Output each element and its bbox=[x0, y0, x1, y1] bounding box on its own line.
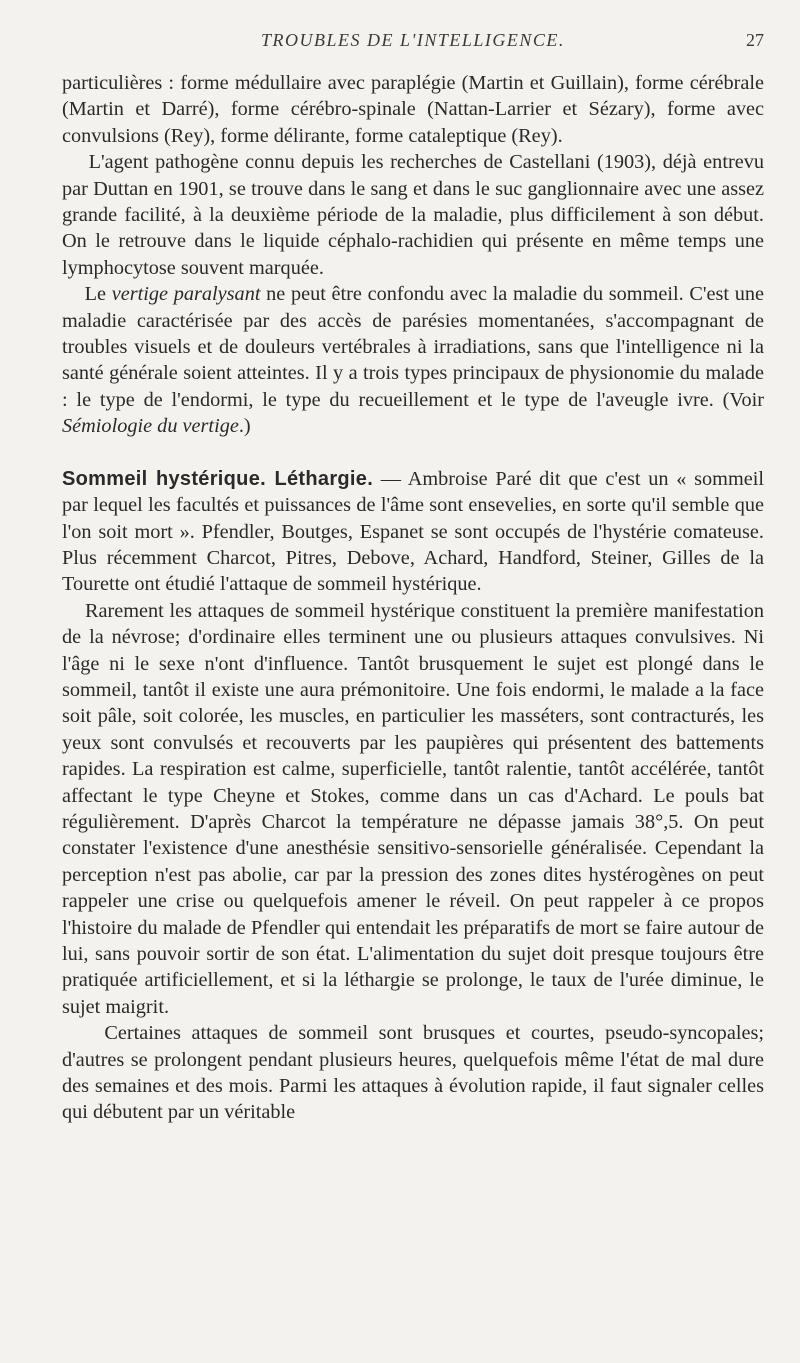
paragraph-text: particulières : forme médullaire avec paraplégie (Martin et Guillain), forme cérébrale (Martin et Darré), forme cérébro-spinale (Nattan-Larrier et Sézary), forme avec convulsions (Rey), forme délirante, forme cataleptique (Rey). bbox=[62, 72, 764, 147]
paragraph-certaines bbox=[62, 1020, 764, 1126]
paragraph-text: — Ambroise Paré dit que c'est un « sommeil par lequel les facultés et puissances de l'âme sont ensevelies, en sorte qu'il semble que l'on soit mort ». Pfendler, Boutges, Espanet se sont occupés de l'hystérie comateuse. Plus récemment Charcot, Pitres, Debove, Achard, Handford, Steiner, Gilles de la Tourette ont étudié l'attaque de sommeil hystérique. bbox=[62, 467, 764, 596]
paragraph-text: Certaines attaques de sommeil sont brusques et courtes, pseudo-syncopales; d'autres se prolongent pendant plusieurs heures, quelquefois même l'état de mal dure des semaines et des mois. Parmi les attaques à évolution rapide, il faut signaler celles qui débutent par un véritable bbox=[62, 1022, 764, 1124]
paragraph-sommeil-hysterique bbox=[62, 466, 764, 598]
running-title: TROUBLES DE L'INTELLIGENCE. bbox=[261, 30, 565, 50]
body-text bbox=[62, 70, 764, 1126]
paragraph-pathogen bbox=[62, 149, 764, 281]
paragraph-text-mid: ne peut être confondu avec la maladie du sommeil. C'est une maladie caractérisée par des accès de parésies momentanées, s'accompagnant de troubles visuels et de douleurs vertébrales à irradiations, sans que l'intelligence ni la santé générale soient atteintes. Il y a trois types principaux de physionomie du malade : le type de l'endormi, le type du recueillement et le type de l'aveugle ivre. (Voir bbox=[62, 283, 765, 411]
page-number: 27 bbox=[746, 30, 764, 50]
paragraph-text-start: Le bbox=[84, 283, 112, 306]
paragraph-attaques bbox=[62, 598, 764, 1021]
section-spacer bbox=[62, 440, 764, 466]
running-head bbox=[62, 30, 764, 70]
paragraph-continuation bbox=[62, 70, 764, 149]
paragraph-text-end: .) bbox=[238, 415, 251, 438]
section-heading: Sommeil hystérique. Léthargie. bbox=[62, 467, 374, 490]
paragraph-text: L'agent pathogène connu depuis les recherches de Castellani (1903), déjà entrevu par Duttan en 1901, se trouve dans le sang et dans le suc ganglionnaire avec une assez grande facilité, à la deuxième période de la maladie, plus difficilement à son début. On le retrouve dans le liquide céphalo-rachidien qui présente en même temps une lymphocytose souvent marquée. bbox=[62, 151, 764, 279]
paragraph-text: Rarement les attaques de sommeil hystérique constituent la première manifestation de la névrose; d'ordinaire elles terminent une ou plusieurs attaques convulsives. Ni l'âge ni le sexe n'ont d'influence. Tantôt brusquement le sujet est plongé dans le sommeil, tantôt il existe une aura prémonitoire. Une fois endormi, le malade a la face soit pâle, soit colorée, les muscles, en particulier les masséters, sont contracturés, les yeux sont convulsés et recouverts par les paupières qui présentent des battements rapides. La respiration est calme, superficielle, tantôt ralentie, tantôt accélérée, tantôt affectant le type Cheyne et Stokes, comme dans un cas d'Achard. Le pouls bat régulièrement. D'après Charcot la température ne dépasse jamais 38°,5. On peut constater l'existence d'une anesthésie sensitivo-sensorielle généralisée. Cependant la perception n'est pas abolie, car par la pression des zones dites hystérogènes on peut rappeler une crise ou quelquefois amener le réveil. On peut rappeler à ce propos l'histoire du malade de Pfendler qui entendait les préparatifs de mort se faire autour de lui, sans pouvoir sortir de son état. L'alimentation du sujet doit presque toujours être pratiquée artificiellement, et si la léthargie se prolonge, le taux de l'urée diminue, le sujet maigrit. bbox=[62, 599, 765, 1018]
italic-reference: Sémiologie du vertige bbox=[62, 415, 239, 438]
paragraph-vertige bbox=[62, 281, 764, 439]
italic-term: vertige paralysant bbox=[111, 283, 261, 306]
